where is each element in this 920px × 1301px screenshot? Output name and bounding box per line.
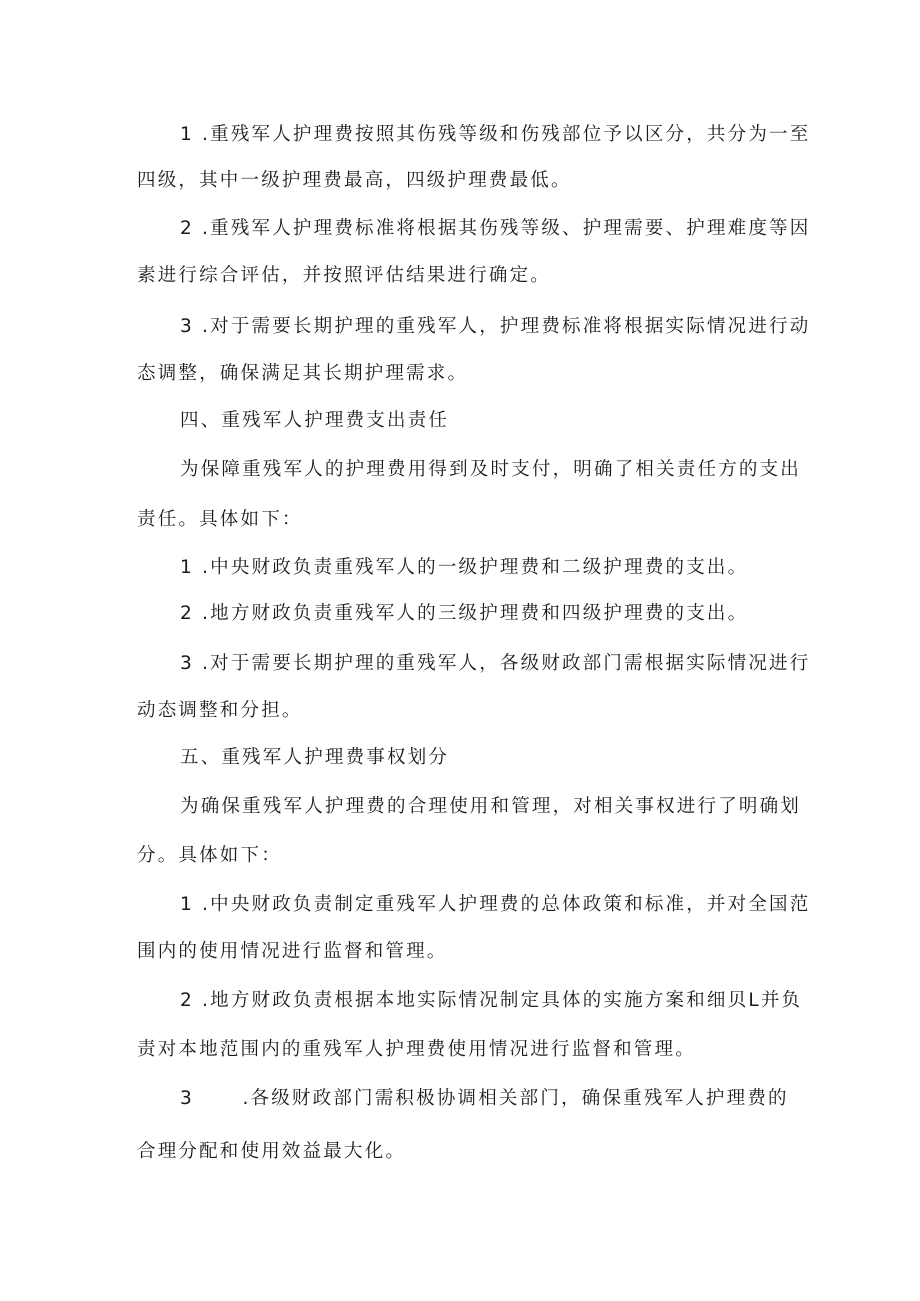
section-4-item-2: 2 .地方财政负责重残军人的三级护理费和四级护理费的支出。 [180,603,749,624]
section-5-item-2-line-2: 责对本地范围内的重残军人护理费使用情况进行监督和管理。 [137,1039,696,1060]
section-4-item-1: 1 .中央财政负责重残军人的一级护理费和二级护理费的支出。 [180,557,749,578]
section-5-intro-line-2: 分。具体如下： [137,845,282,866]
section-5-item-3-line-1: 3 .各级财政部门需积极协调相关部门，确保重残军人护理费的 [180,1088,789,1109]
para-2-line-2: 素进行综合评估，并按照评估结果进行确定。 [137,265,552,286]
section-4-intro-line-1: 为保障重残军人的护理费用得到及时支付，明确了相关责任方的支出 [180,459,802,480]
para-3-line-1: 3 .对于需要长期护理的重残军人，护理费标准将根据实际情况进行动 [180,316,811,337]
section-5-item-2-line-1: 2 .地方财政负责根据本地实际情况制定具体的实施方案和细贝L并负 [180,990,803,1011]
section-4-item-3-line-1: 3 .对于需要长期护理的重残军人，各级财政部门需根据实际情况进行 [180,653,811,674]
section-5-intro-line-1: 为确保重残军人护理费的合理使用和管理，对相关事权进行了明确划 [180,796,802,817]
section-4-intro-line-2: 责任。具体如下： [137,509,303,530]
section-5-item-1-line-1: 1 .中央财政负责制定重残军人护理费的总体政策和标准，并对全国范 [180,894,811,915]
para-1-line-1: 1 .重残军人护理费按照其伤残等级和伤残部位予以区分，共分为一至 [180,124,811,145]
para-2-line-1: 2 .重残军人护理费标准将根据其伤残等级、护理需要、护理难度等因 [180,218,811,239]
para-3-line-2: 态调整，确保满足其长期护理需求。 [137,363,469,384]
para-1-line-2: 四级，其中一级护理费最高，四级护理费最低。 [137,170,572,191]
section-5-item-3-line-2: 合理分配和使用效益最大化。 [137,1141,407,1162]
section-5-item-1-line-2: 围内的使用情况进行监督和管理。 [137,941,448,962]
section-heading-4: 四、重残军人护理费支出责任 [180,410,450,431]
section-heading-5: 五、重残军人护理费事权划分 [180,747,450,768]
section-4-item-3-line-2: 动态调整和分担。 [137,700,303,721]
